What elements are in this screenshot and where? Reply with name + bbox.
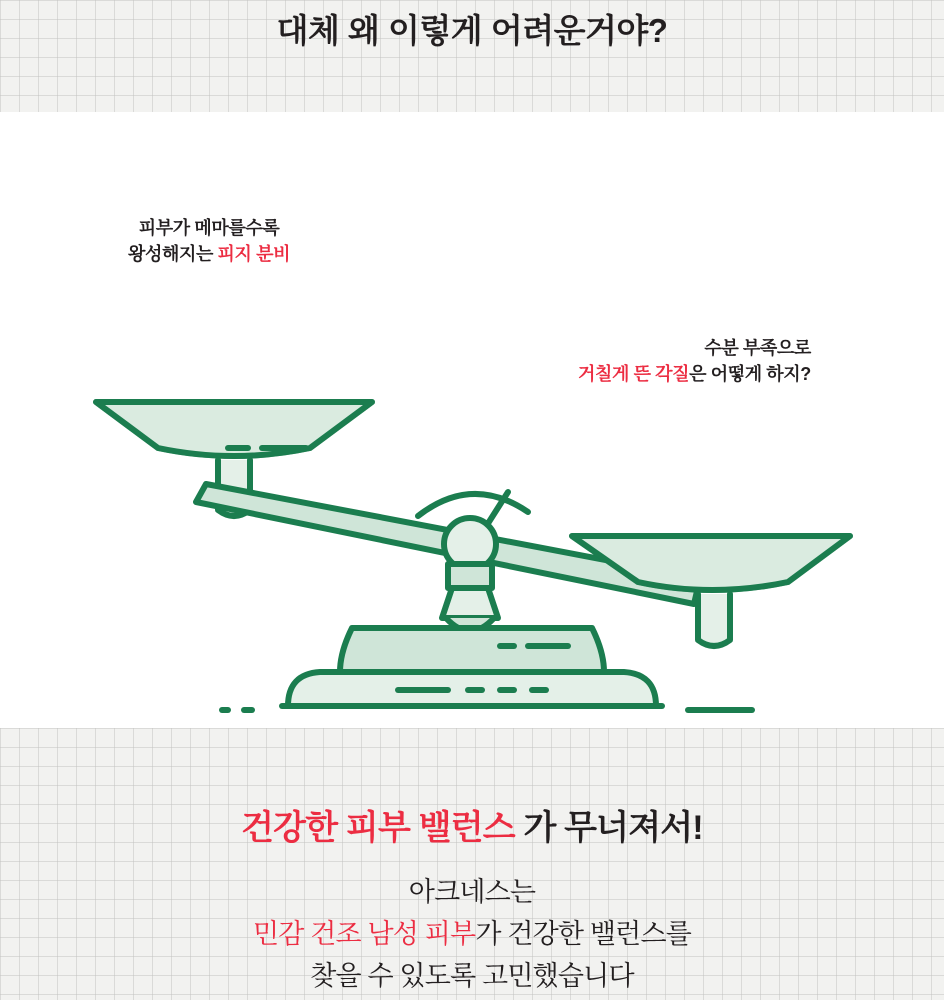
page-title: 대체 왜 이렇게 어려운거야? <box>276 12 668 49</box>
callout-right-line1: 수분 부족으로 <box>704 338 811 358</box>
bottom-subtext <box>0 872 944 998</box>
bottom-headline-highlight: 건강한 피부 밸런스 <box>241 809 515 847</box>
bottom-subtext-line2-rest: 가 건강한 밸런스를 <box>475 919 692 950</box>
bottom-subtext-line3: 찾을 수 있도록 고민했습니다 <box>310 960 634 991</box>
callout-right-line2 <box>578 361 811 387</box>
bottom-headline <box>0 806 944 850</box>
callout-left-line2-highlight: 피지 분비 <box>217 244 291 265</box>
bottom-headline-rest: 가 무너져서! <box>514 809 703 847</box>
bottom-subtext-line2-highlight: 민감 건조 남성 피부 <box>252 919 476 950</box>
callout-left-line2-prefix: 왕성해지는 <box>128 244 218 265</box>
callout-left <box>128 215 290 267</box>
callout-right-line2-suffix: 은 어떻게 하지? <box>689 364 811 385</box>
bottom-subtext-line2 <box>0 914 944 956</box>
callout-right <box>578 335 811 387</box>
illustration-area <box>0 112 944 728</box>
balance-scale-icon <box>0 112 944 728</box>
callout-left-line1: 피부가 메마를수록 <box>138 218 280 238</box>
callout-left-line2 <box>128 241 290 267</box>
bottom-subtext-line1: 아크네스는 <box>408 877 536 908</box>
bottom-text-block <box>0 728 944 998</box>
callout-right-line2-highlight: 거칠게 뜬 각질 <box>578 364 690 385</box>
